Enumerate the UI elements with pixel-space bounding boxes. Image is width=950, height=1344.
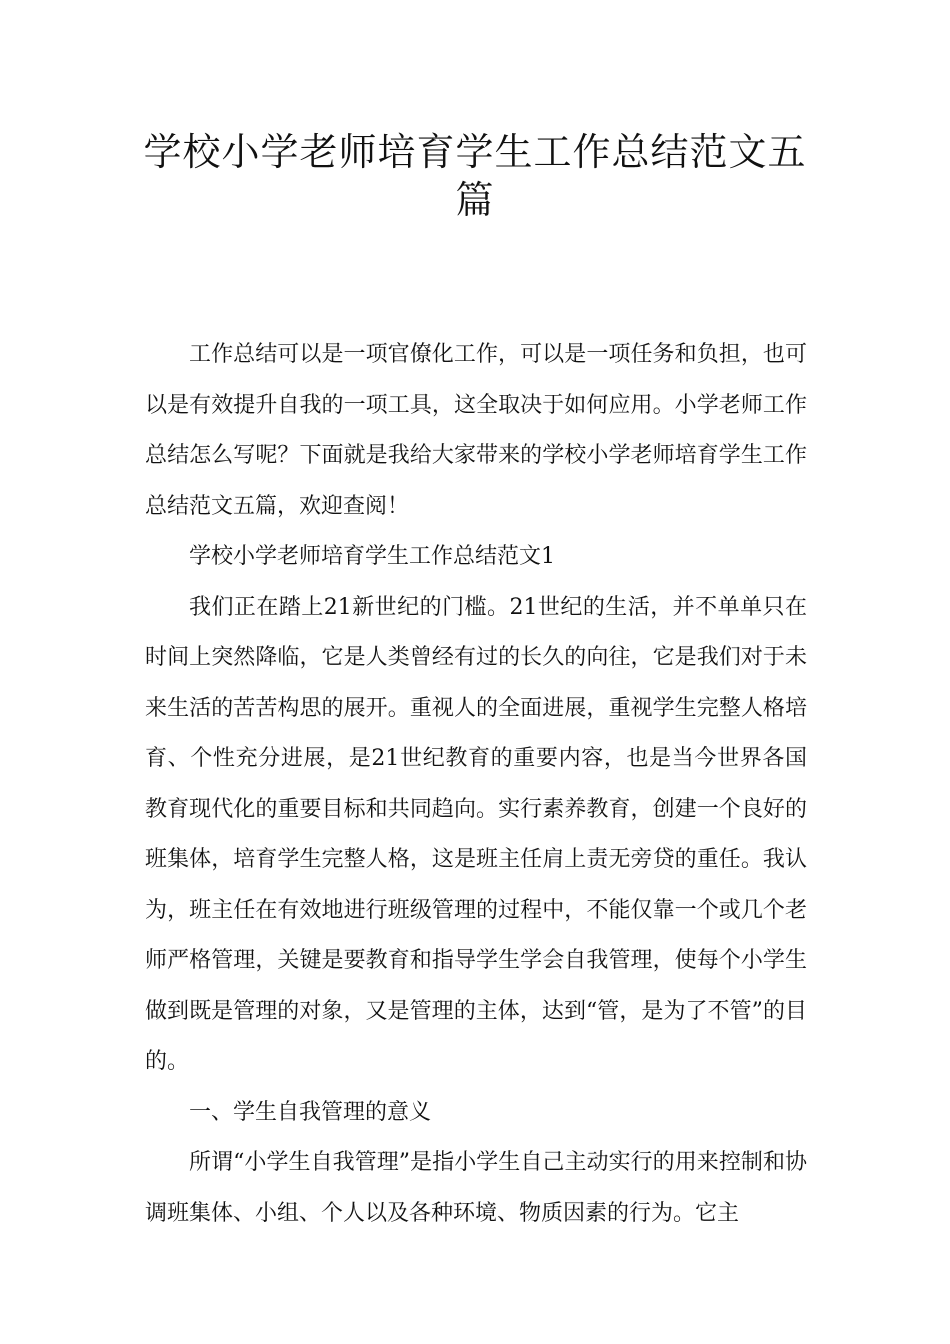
page-title: 学校小学老师培育学生工作总结范文五篇	[143, 130, 807, 222]
document-body	[145, 330, 807, 1239]
intro-paragraph: 工作总结可以是一项官僚化工作，可以是一项任务和负担，也可以是有效提升自我的一项工具，这全取决于如何应用。小学老师工作总结怎么写呢？下面就是我给大家带来的学校小学老师培育学生工作总结范文五篇，欢迎查阅！	[145, 342, 807, 519]
section-heading: 学校小学老师培育学生工作总结范文1	[189, 544, 555, 569]
body-paragraph: 我们正在踏上21新世纪的门槛。21世纪的生活，并不单单只在时间上突然降临，它是人类曾经有过的长久的向往，它是我们对于未来生活的苦苦构思的展开。重视人的全面进展，重视学生完整人格培育、个性充分进展，是21世纪教育的重要内容，也是当今世界各国教育现代化的重要目标和共同趋向。实行素养教育，创建一个良好的班集体，培育学生完整人格，这是班主任肩上责无旁贷的重任。我认为，班主任在有效地进行班级管理的过程中，不能仅靠一个或几个老师严格管理，关键是要教育和指导学生学会自我管理，使每个小学生做到既是管理的对象，又是管理的主体，达到“管，是为了不管”的目的。	[145, 594, 807, 1074]
subsection-heading: 一、学生自我管理的意义	[189, 1099, 432, 1125]
body-paragraph: 所谓“小学生自我管理”是指小学生自己主动实行的用来控制和协调班集体、小组、个人以及各种环境、物质因素的行为。它主	[145, 1150, 807, 1226]
